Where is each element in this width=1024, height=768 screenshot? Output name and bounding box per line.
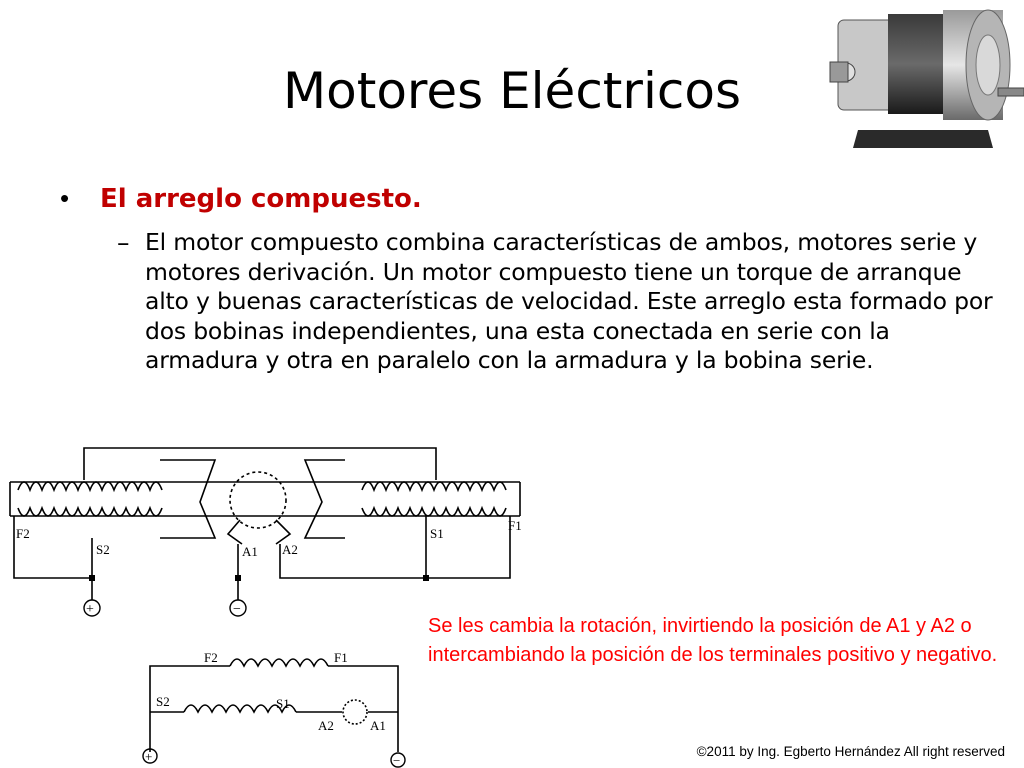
label-f1: F1 bbox=[508, 518, 522, 533]
minus-label: − bbox=[233, 602, 241, 617]
bullet-heading: El arreglo compuesto. bbox=[100, 184, 422, 214]
minus-label: − bbox=[393, 753, 401, 768]
label-f2: F2 bbox=[204, 650, 218, 665]
plus-label: + bbox=[86, 602, 94, 617]
label-s1: S1 bbox=[430, 526, 444, 541]
label-a2: A2 bbox=[318, 718, 334, 733]
bullet-item bbox=[60, 183, 422, 214]
sub-bullet-text: El motor compuesto combina características de ambos, motores serie y motores derivación. Un motor compuesto tiene un torque de arranque alto y buenas características de velocidad. Este arreglo esta formado por dos bobinas independientes, una esta conectada en serie con la armadura y otra en paralelo con la armadura y la bobina serie. bbox=[145, 228, 993, 374]
compound-motor-diagram bbox=[0, 430, 540, 630]
plus-label: + bbox=[145, 749, 153, 764]
label-a1: A1 bbox=[242, 544, 258, 559]
bullet-dot-icon: • bbox=[60, 183, 70, 213]
label-s2: S2 bbox=[156, 694, 170, 709]
rotation-note: Se les cambia la rotación, invirtiendo la posición de A1 y A2 o intercambiando la posición de los terminales positivo y negativo. bbox=[428, 615, 998, 666]
sub-bullet-item bbox=[117, 228, 1007, 440]
label-f1: F1 bbox=[334, 650, 348, 665]
label-s2: S2 bbox=[96, 542, 110, 557]
slide-title: Motores Eléctricos bbox=[282, 62, 741, 120]
label-a1: A1 bbox=[370, 718, 386, 733]
label-a2: A2 bbox=[282, 542, 298, 557]
electric-motor-image bbox=[818, 0, 1024, 150]
label-s1: S1 bbox=[276, 696, 290, 711]
copyright-footer: ©2011 by Ing. Egberto Hernández All right reserved bbox=[696, 744, 1005, 759]
dash-icon: – bbox=[117, 228, 130, 257]
label-f2: F2 bbox=[16, 526, 30, 541]
compound-motor-schematic bbox=[120, 632, 420, 768]
